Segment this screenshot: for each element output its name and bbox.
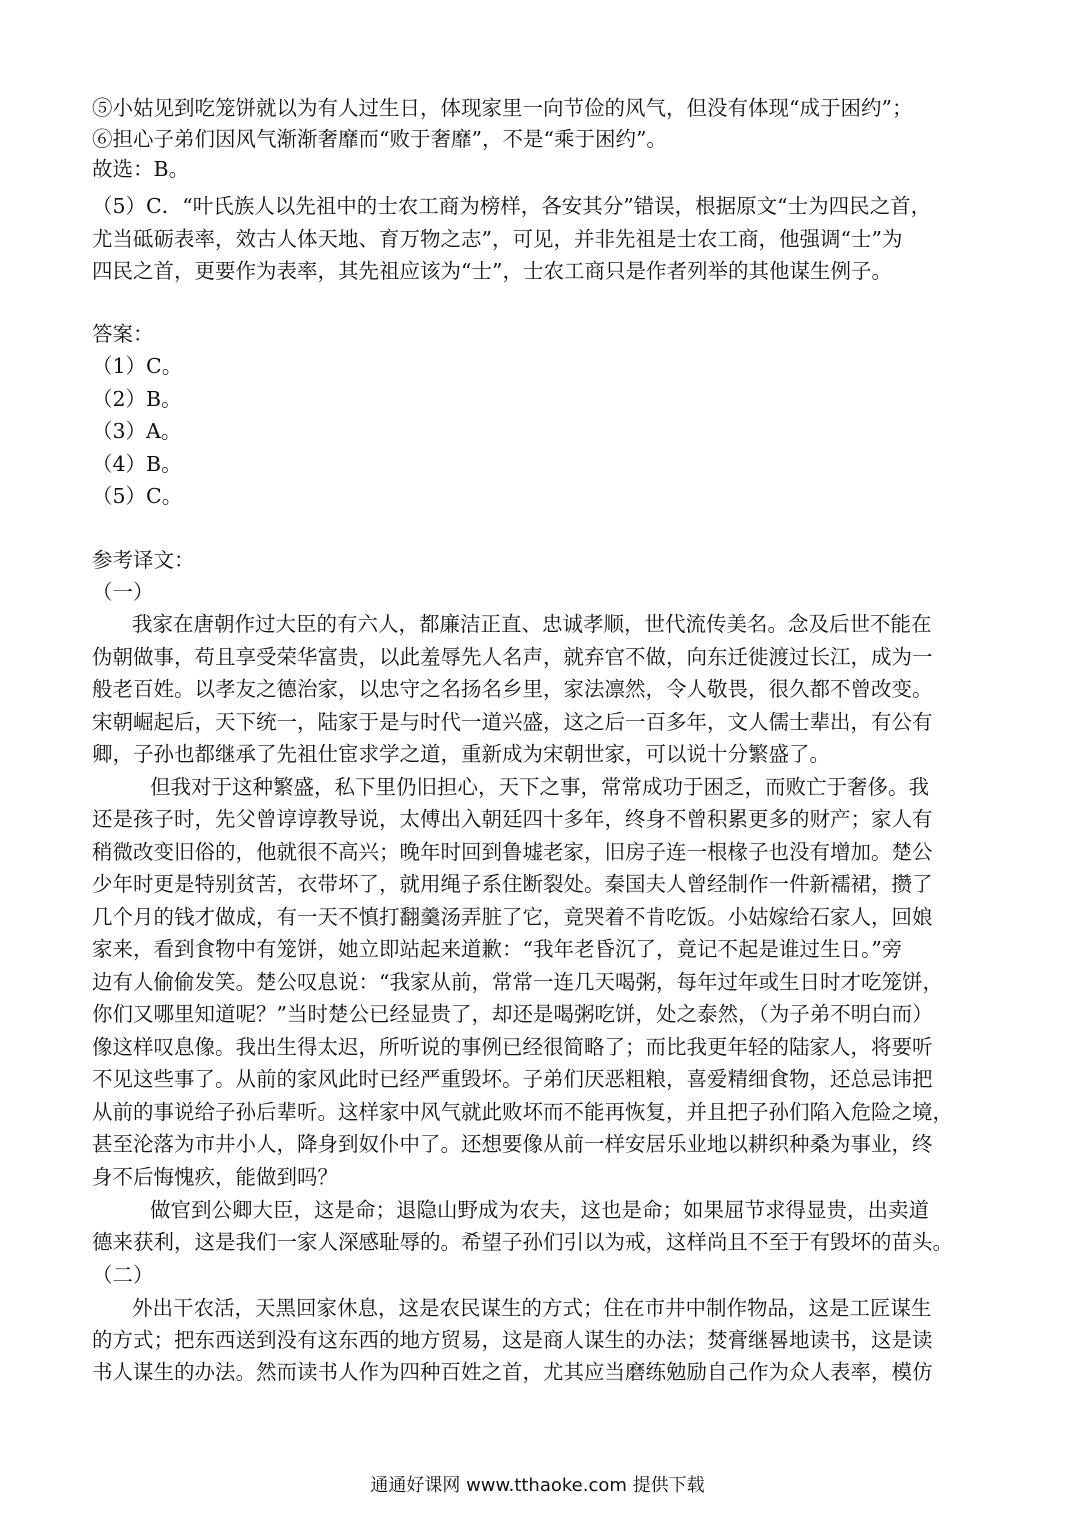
paragraph-line: 边有人偷偷发笑。楚公叹息说：“我家从前，常常一连几天喝粥，每年过年或生日时才吃笼饼， (92, 970, 943, 994)
analysis-line: ⑥担心子弟们因风气渐渐奢靡而“败于奢靡”，不是“乘于困约”。 (92, 127, 667, 151)
paragraph-line: 家来，看到食物中有笼饼，她立即站起来道歉：“我年老昏沉了，竟记不起是谁过生日。”旁 (92, 937, 903, 961)
answers-heading: 答案： (92, 322, 154, 346)
analysis-line: 尤当砥砺表率，效古人体天地、育万物之志”，可见，并非先祖是士农工商，他强调“士”为 (92, 227, 903, 251)
paragraph-line: 宋朝崛起后，天下统一，陆家于是与时代一道兴盛，这之后一百多年，文人儒士辈出，有公有 (92, 710, 933, 734)
paragraph-line: 的方式；把东西送到没有这东西的地方贸易，这是商人谋生的办法；焚膏继晷地读书，这是读 (92, 1328, 933, 1352)
paragraph-line: 外出干农活，天黑回家休息，这是农民谋生的方式；住在市井中制作物品，这是工匠谋生 (132, 1296, 932, 1320)
translation-heading: 参考译文： (92, 548, 195, 572)
answer-item: （5）C。 (92, 484, 183, 508)
paragraph-line: 般老百姓。以孝友之德治家，以忠守之名扬名乡里，家法凛然，令人敬畏，很久都不曾改变。 (92, 677, 933, 701)
answer-item: （3）A。 (92, 419, 182, 443)
paragraph-line: 几个月的钱才做成，有一天不慎打翻羹汤弄脏了它，竟哭着不肯吃饭。小姑嫁给石家人，回娘 (92, 905, 933, 929)
page-footer: 通通好课网 www.tthaoke.com 提供下载 (370, 1475, 705, 1496)
analysis-line: 四民之首，更要作为表率，其先祖应该为“士”，士农工商只是作者列举的其他谋生例子。 (92, 259, 892, 283)
paragraph-line: 从前的事说给子孙后辈听。这样家中风气就此败坏而不能再恢复，并且把子孙们陷入危险之境， (92, 1100, 953, 1124)
analysis-line: （5）C．“叶氏族人以先祖中的士农工商为榜样，各安其分”错误，根据原文“士为四民之首， (92, 194, 932, 218)
paragraph-line: 少年时更是特别贫苦，衣带坏了，就用绳子系住断裂处。秦国夫人曾经制作一件新襦裙，攒了 (92, 872, 933, 896)
paragraph-line: 稍微改变旧俗的，他就很不高兴；晚年时回到鲁墟老家，旧房子连一根椽子也没有增加。楚公 (92, 840, 933, 864)
paragraph-line: 不见这些事了。从前的家风此时已经严重毁坏。子弟们厌恶粗粮，喜爱精细食物，还总忌讳把 (92, 1067, 933, 1091)
paragraph-line: 甚至沦落为市井小人，降身到奴仆中了。还想要像从前一样安居乐业地以耕织种桑为事业，终 (92, 1132, 933, 1156)
paragraph-line: 像这样叹息像。我出生得太迟，所听说的事例已经很简略了；而比我更年轻的陆家人，将要听 (92, 1035, 933, 1059)
answer-item: （4）B。 (92, 452, 182, 476)
analysis-line: ⑤小姑见到吃笼饼就以为有人过生日，体现家里一向节俭的风气，但没有体现“成于困约”； (92, 96, 913, 120)
part-label: （一） (92, 580, 154, 604)
paragraph-line: 卿，子孙也都继承了先祖仕宦求学之道，重新成为宋朝世家，可以说十分繁盛了。 (92, 742, 830, 766)
paragraph-line: 我家在唐朝作过大臣的有六人，都廉洁正直、忠诚孝顺，世代流传美名。念及后世不能在 (132, 612, 932, 636)
answer-item: （2）B。 (92, 387, 182, 411)
answer-item: （1）C。 (92, 354, 183, 378)
paragraph-line: 德来获利，这是我们一家人深感耻辱的。希望子孙们引以为戒，这样尚且不至于有毁坏的苗头。 (92, 1230, 953, 1254)
paragraph-line: 做官到公卿大臣，这是命；退隐山野成为农夫，这也是命；如果屈节求得显贵，出卖道 (150, 1198, 929, 1222)
paragraph-line: 你们又哪里知道呢？”当时楚公已经显贵了，却还是喝粥吃饼，处之泰然，（为子弟不明白而） (92, 1002, 933, 1026)
paragraph-line: 但我对于这种繁盛，私下里仍旧担心，天下之事，常常成功于困乏，而败亡于奢侈。我 (150, 775, 929, 799)
paragraph-line: 身不后悔愧疚，能做到吗？ (92, 1165, 338, 1189)
paragraph-line: 伪朝做事，苟且享受荣华富贵，以此羞辱先人名声，就弃官不做，向东迁徙渡过长江，成为一 (92, 645, 933, 669)
part-label: （二） (92, 1263, 154, 1287)
analysis-line: 故选：B。 (92, 157, 190, 181)
paragraph-line: 还是孩子时，先父曾谆谆教导说，太傅出入朝廷四十多年，终身不曾积累更多的财产；家人有 (92, 807, 933, 831)
paragraph-line: 书人谋生的办法。然而读书人作为四种百姓之首，尤其应当磨练勉励自己作为众人表率，模仿 (92, 1360, 933, 1384)
